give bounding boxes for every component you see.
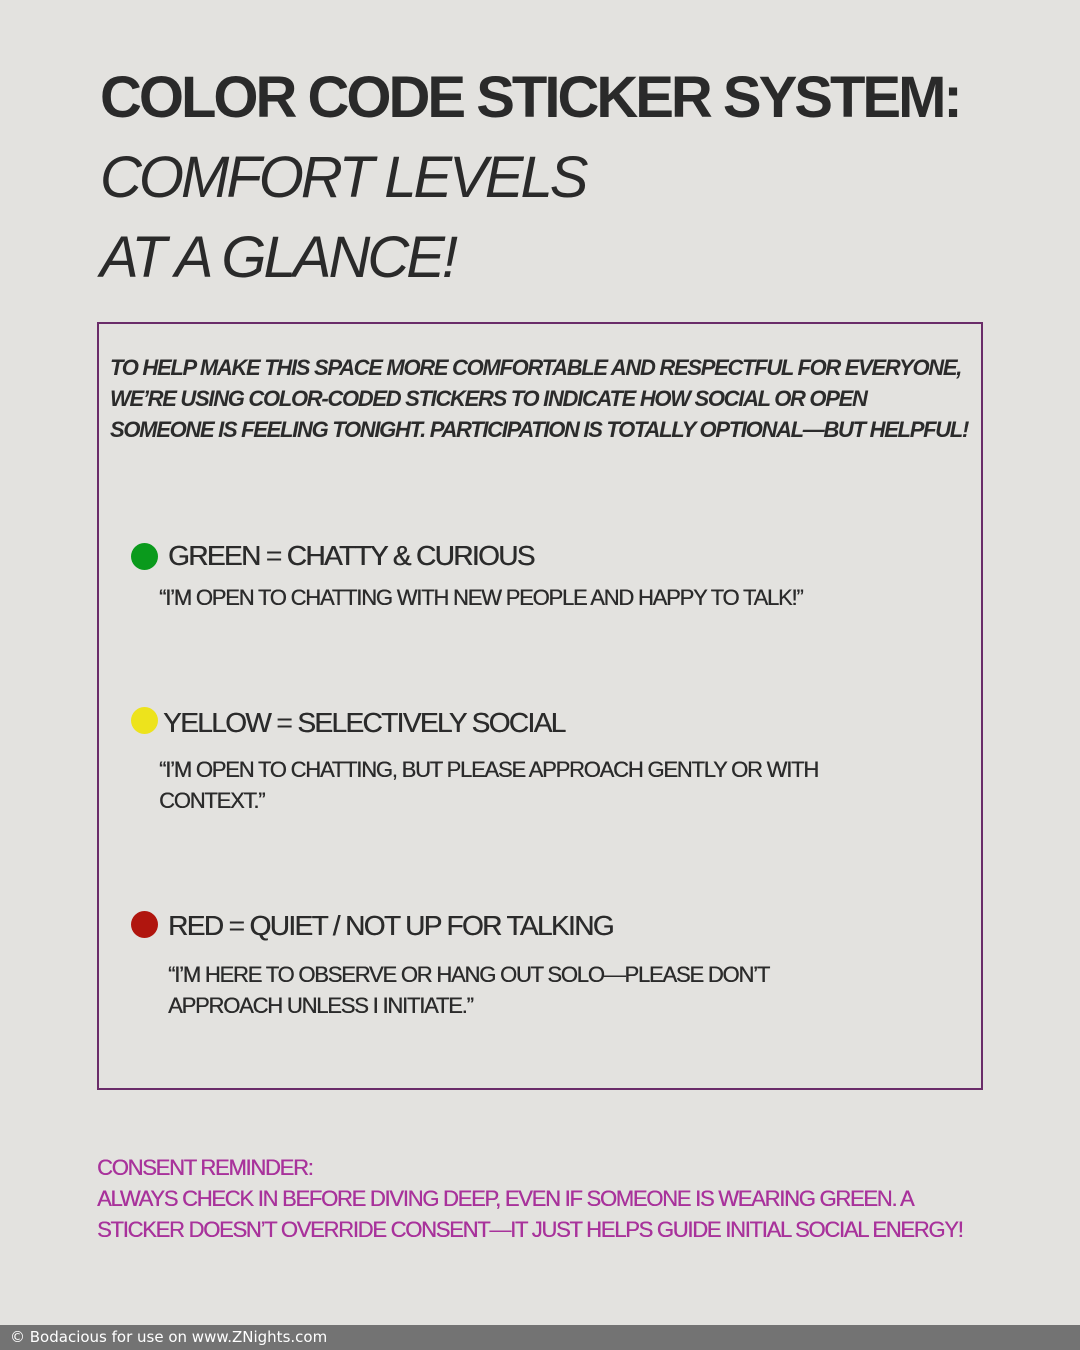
title-line-2: COMFORT LEVELS — [100, 145, 586, 210]
consent-text: ALWAYS CHECK IN BEFORE DIVING DEEP, EVEN IF SOMEONE IS WEARING GREEN. A STICKER DOESN’T OVERRIDE CONSENT—IT JUST HELPS GUIDE INITIAL SOCIAL ENERGY! — [97, 1186, 963, 1242]
level-quote-green: “I’M OPEN TO CHATTING WITH NEW PEOPLE AND HAPPY TO TALK!” — [159, 585, 803, 610]
consent-label: CONSENT REMINDER: — [97, 1155, 313, 1180]
yellow-dot-icon — [131, 707, 158, 734]
intro-text: TO HELP MAKE THIS SPACE MORE COMFORTABLE AND RESPECTFUL FOR EVERYONE, WE’RE USING COLOR-CODED STICKERS TO INDICATE HOW SOCIAL OR OPEN SOMEONE IS FEELING TONIGHT. PARTICIPATION IS TOTALLY OPTIONAL—BUT HELPFUL! — [110, 355, 968, 442]
footer-credit: © Bodacious for use on www.ZNights.com — [0, 1325, 1080, 1350]
green-dot-icon — [131, 543, 158, 570]
level-heading-red: RED = QUIET / NOT UP FOR TALKING — [168, 910, 613, 941]
page-title — [100, 58, 960, 298]
consent-reminder — [97, 1152, 997, 1245]
level-heading-green: GREEN = CHATTY & CURIOUS — [168, 540, 534, 571]
sticker-info-box — [97, 322, 983, 1090]
title-line-3: AT A GLANCE! — [100, 225, 456, 290]
level-quote-red: “I’M HERE TO OBSERVE OR HANG OUT SOLO—PLEASE DON’T APPROACH UNLESS I INITIATE.” — [168, 962, 769, 1018]
red-dot-icon — [131, 911, 158, 938]
title-line-1: COLOR CODE STICKER SYSTEM: — [100, 65, 960, 130]
level-heading-yellow: YELLOW = SELECTIVELY SOCIAL — [163, 707, 565, 738]
level-quote-yellow: “I’M OPEN TO CHATTING, BUT PLEASE APPROACH GENTLY OR WITH CONTEXT.” — [159, 757, 818, 813]
